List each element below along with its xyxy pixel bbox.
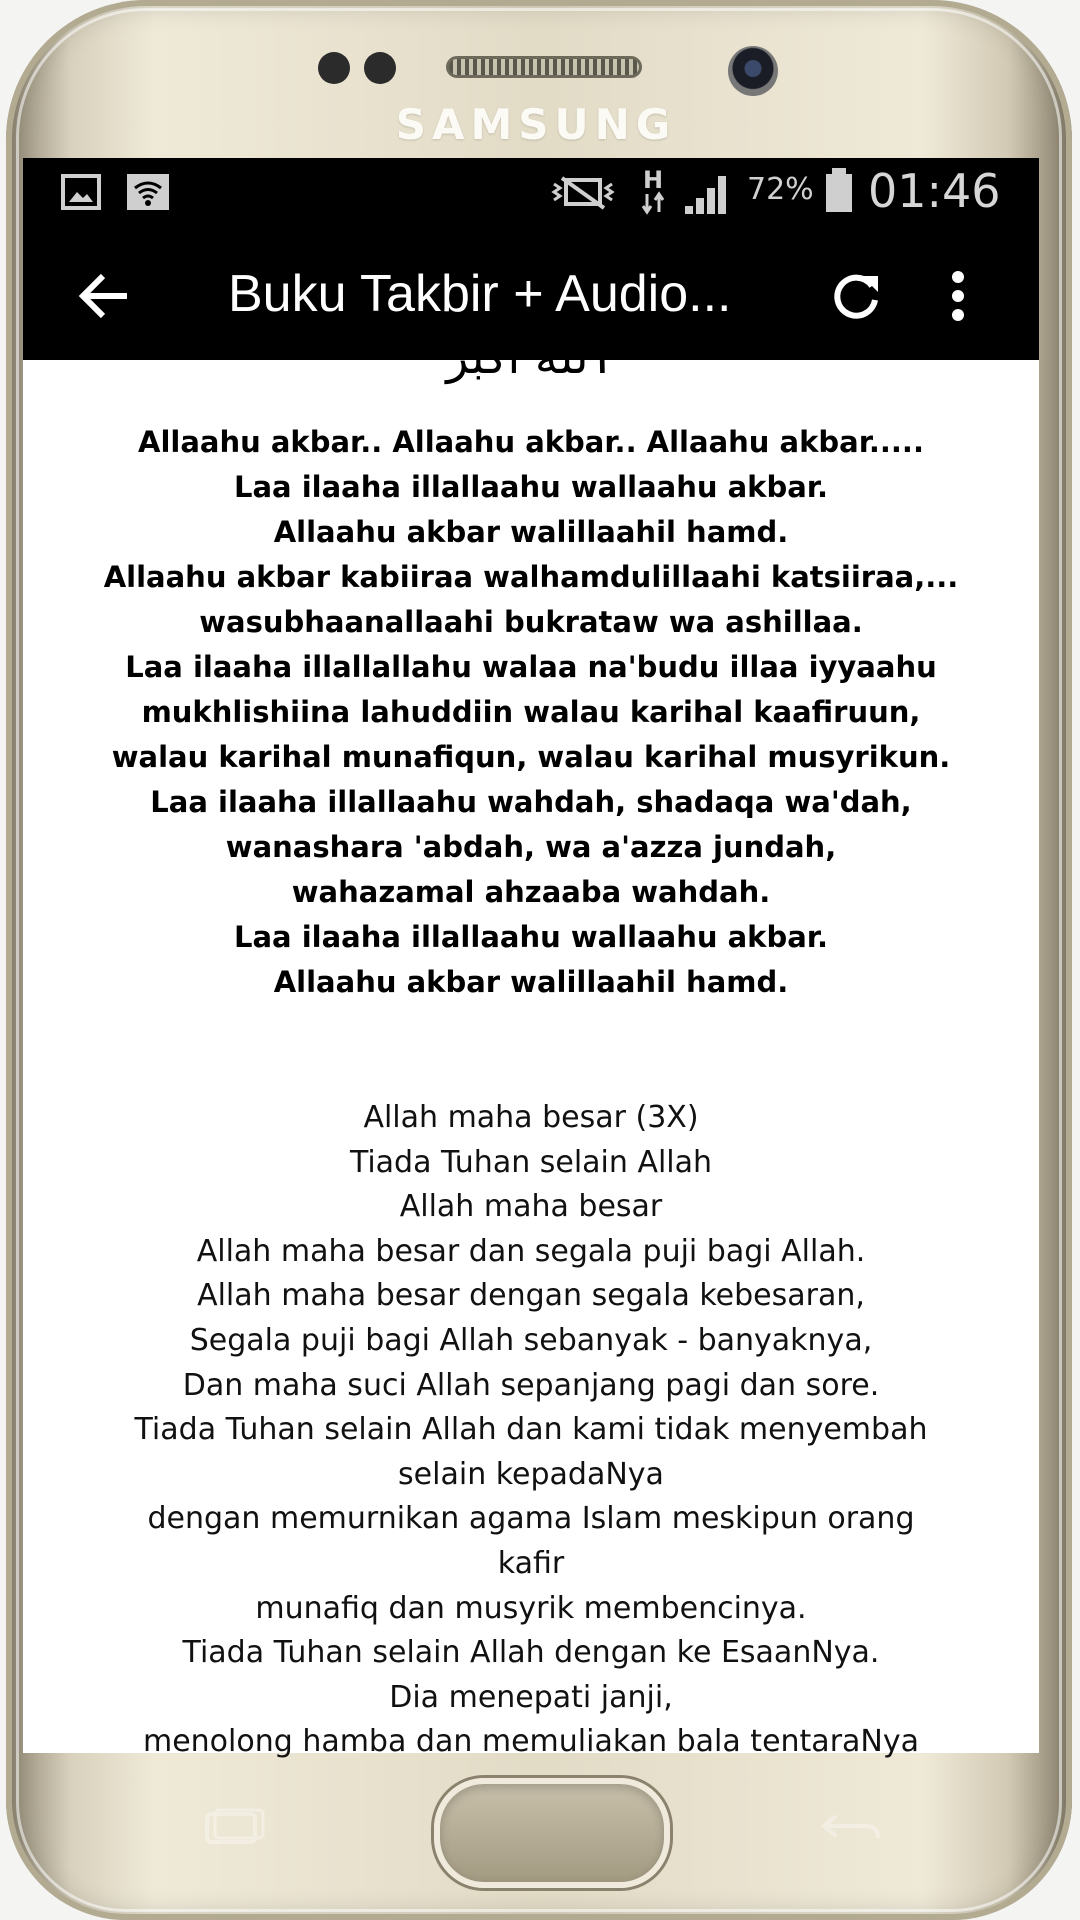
latin-line: Allaahu akbar.. Allaahu akbar.. Allaahu akbar.....	[138, 425, 924, 459]
translation-line: Tiada Tuhan selain Allah dengan ke EsaanNya.	[182, 1635, 880, 1671]
translation-line: Allah maha besar dengan segala kebesaran,	[197, 1278, 865, 1314]
latin-line: Laa ilaaha illallaahu wallaahu akbar.	[234, 470, 828, 504]
latin-line: Laa ilaaha illallaahu wahdah, shadaqa wa'dah,	[150, 785, 912, 819]
translation-line: Tiada Tuhan selain Allah dan kami tidak menyembah	[134, 1412, 928, 1448]
back-key-icon[interactable]	[816, 1808, 886, 1852]
recent-apps-icon[interactable]	[201, 1808, 271, 1852]
latin-line: wasubhaanallaahi bukrataw wa ashillaa.	[199, 605, 863, 639]
brand-logo: SAMSUNG	[395, 100, 677, 149]
arrow-left-icon[interactable]	[75, 270, 131, 326]
translation-line: Dan maha suci Allah sepanjang pagi dan sore.	[182, 1367, 880, 1403]
translation-line: kafir	[497, 1545, 565, 1581]
latin-line: wahazamal ahzaaba wahdah.	[291, 875, 771, 909]
network-h-icon	[638, 162, 668, 226]
translation-line: Allah maha besar dan segala puji bagi Allah.	[196, 1233, 866, 1269]
clock: 01:46	[868, 164, 1001, 218]
app-screen	[23, 158, 1039, 1760]
light-sensor	[364, 52, 396, 84]
battery-percent: 72%	[747, 172, 814, 207]
translation-line: Dia menepati janji,	[389, 1679, 673, 1715]
latin-text	[23, 420, 1039, 1005]
wifi-icon	[127, 172, 169, 216]
arabic-text-clipped: ٱللَّهُ أَكْبَرُ	[446, 330, 616, 384]
proximity-sensor	[318, 52, 350, 84]
front-camera	[728, 46, 778, 96]
latin-line: walau karihal munafiqun, walau karihal musyrikun.	[111, 740, 951, 774]
translation-line: dengan memurnikan agama Islam meskipun orang	[147, 1501, 915, 1537]
battery-icon	[824, 166, 854, 218]
page-title: Buku Takbir + Audio...	[228, 265, 732, 323]
latin-line: mukhlishiina lahuddiin walau karihal kaafiruun,	[141, 695, 921, 729]
latin-line: Laa ilaaha illallaahu wallaahu akbar.	[234, 920, 828, 954]
vibrate-icon	[548, 170, 618, 218]
svg-text:H: H	[642, 166, 664, 194]
translation-line: munafiq dan musyrik membencinya.	[255, 1590, 807, 1626]
latin-line: Allaahu akbar walillaahil hamd.	[273, 515, 789, 549]
latin-line: Allaahu akbar kabiiraa walhamdulillaahi katsiiraa,...	[103, 560, 959, 594]
translation-line: Tiada Tuhan selain Allah	[349, 1144, 713, 1180]
translation-line: Allah maha besar	[399, 1189, 663, 1225]
translation-line: selain kepadaNya	[398, 1456, 664, 1492]
signal-icon	[683, 170, 735, 220]
translation-line: Allah maha besar (3X)	[363, 1100, 699, 1135]
translation-line: Segala puji bagi Allah sebanyak - banyaknya,	[189, 1322, 873, 1358]
translation-line: menolong hamba dan memuliakan bala tentaraNya	[142, 1724, 919, 1760]
latin-line: Laa ilaaha illallallahu walaa na'budu illaa iyyaahu	[125, 650, 937, 684]
more-vert-icon[interactable]	[950, 270, 966, 326]
home-button[interactable]	[434, 1778, 670, 1888]
latin-line: wanashara 'abdah, wa a'azza jundah,	[225, 830, 837, 864]
latin-line: Allaahu akbar walillaahil hamd.	[273, 965, 789, 999]
translation-text	[23, 1096, 1039, 1765]
takbir-content	[23, 330, 1039, 1760]
image-icon	[61, 172, 101, 216]
earpiece-speaker	[446, 56, 642, 78]
status-bar	[23, 158, 1039, 232]
refresh-icon[interactable]	[828, 268, 884, 328]
